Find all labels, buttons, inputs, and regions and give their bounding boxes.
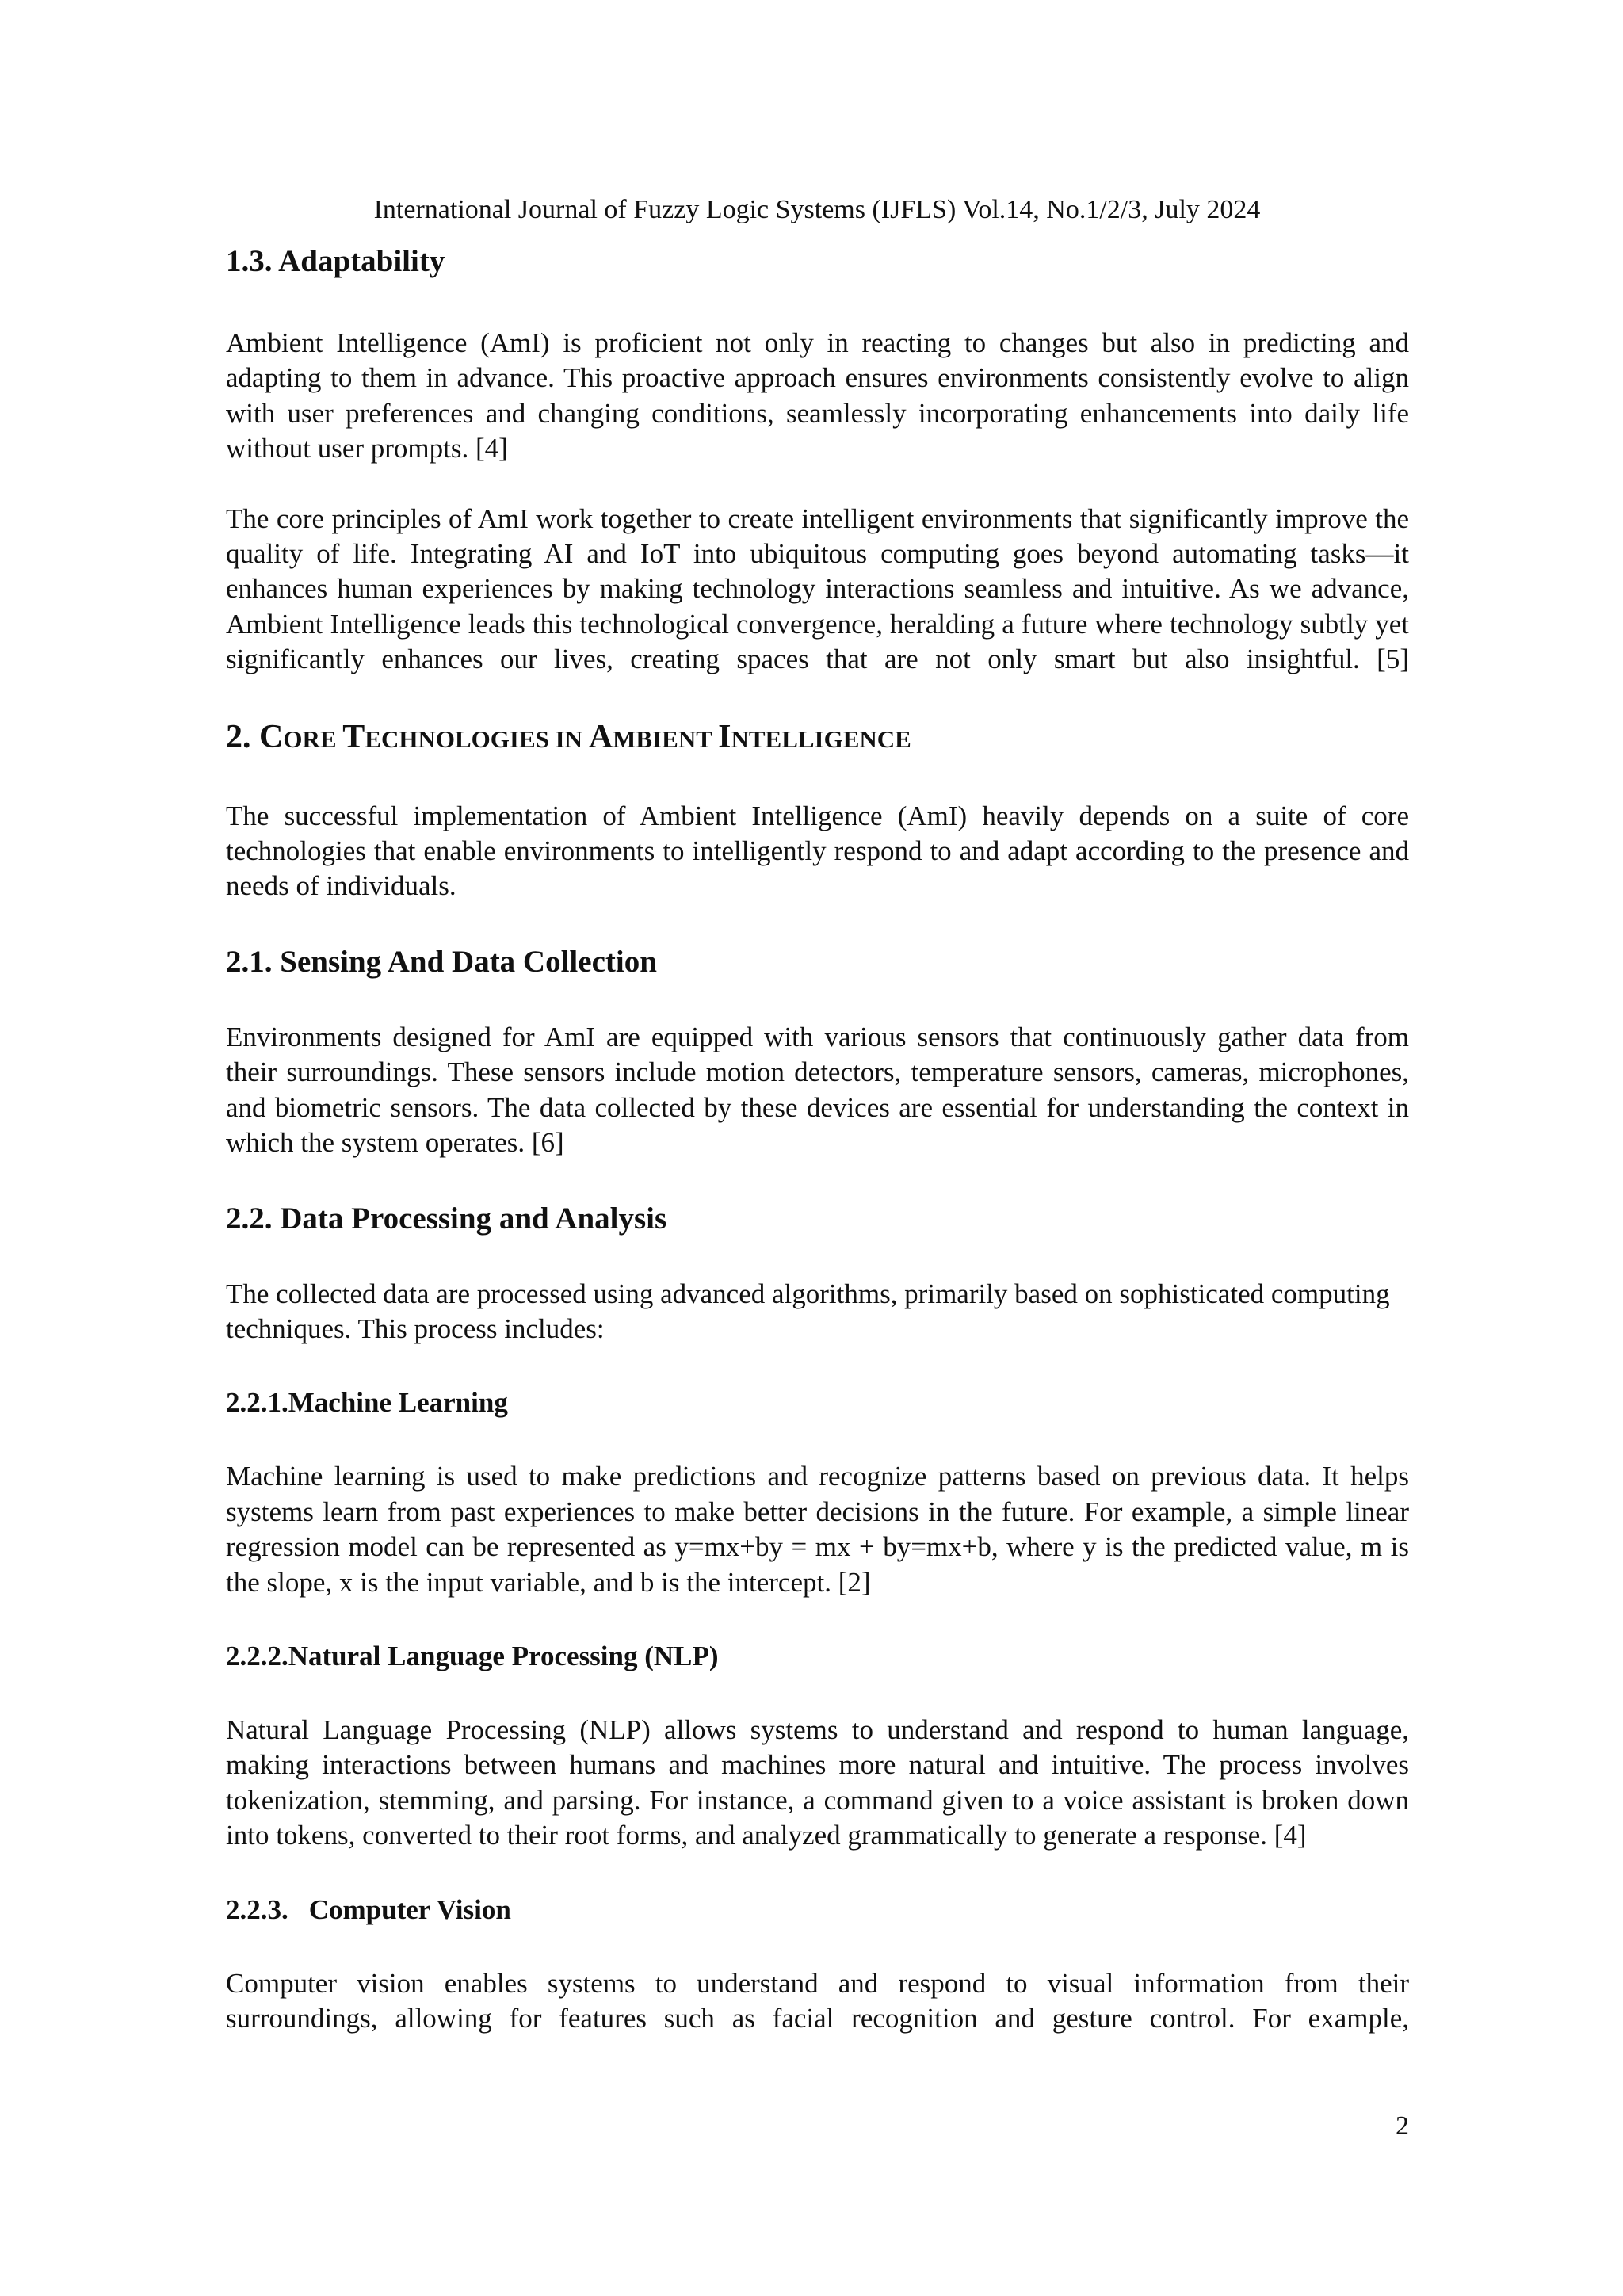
section-number: 2.2.1. [226, 1387, 288, 1419]
section-heading-2-2 [226, 1199, 1409, 1239]
section-heading-2-2-2 [226, 1638, 1409, 1675]
title-small-caps: ECHNOLOGIES IN [365, 724, 589, 753]
title-small-caps: ORE [283, 724, 343, 753]
title-small-caps: NTELLIGENCE [731, 724, 911, 753]
title-initial: A [588, 718, 613, 755]
section-title: Machine Learning [288, 1387, 508, 1419]
paragraph: The core principles of AmI work together to create intelligent environments that significantly improve the quality of life. Integrating AI and IoT into ubiquitous computing goes beyond automating tasks—it enhances human experiences by making technology interactions seamless and intuitive. As we advance, Ambient Intelligence leads this technological convergence, heralding a future where technology subtly yet significantly enhances our lives, creating spaces that are not only smart but also insightful. [5] [226, 502, 1409, 675]
section-number: 2. [226, 718, 251, 755]
section-heading-2-1 [226, 942, 1409, 982]
section-title: Data Processing and Analysis [280, 1201, 667, 1236]
section-title: Computer Vision [308, 1893, 511, 1925]
section-number: 1.3. [226, 244, 273, 278]
paragraph: The successful implementation of Ambient Intelligence (AmI) heavily depends on a suite of core technologies that enable environments to intelligently respond to and adapt according to the presence and needs of individuals. [226, 800, 1409, 902]
section-heading-2 [226, 716, 1409, 761]
paragraph: Computer vision enables systems to understand and respond to visual information from their surroundings, allowing for features such as facial recognition and gesture control. For example, [226, 1967, 1409, 2034]
page-number: 2 [1396, 2111, 1409, 2141]
section-heading-1-3 [226, 242, 1409, 281]
title-initial: I [718, 718, 731, 755]
paragraph: Environments designed for AmI are equipped with various sensors that continuously gather data from their surroundings. These sensors include motion detectors, temperature sensors, cameras, microphones, and biometric sensors. The data collected by these devices are essential for understanding the context in which the system operates. [6] [226, 1021, 1409, 1159]
section-title: Adaptability [278, 244, 445, 278]
paragraph: Ambient Intelligence (AmI) is proficient not only in reacting to changes but also in predicting and adapting to them in advance. This proactive approach ensures environments consistently evolve to align with user preferences and changing conditions, seamlessly incorporating enhancements into daily life without user prompts. [4] [226, 327, 1409, 464]
section-number: 2.2. [226, 1201, 273, 1236]
title-initial: T [342, 718, 365, 755]
paragraph: The collected data are processed using advanced algorithms, primarily based on sophisticated computing techniques. This process includes: [226, 1278, 1390, 1344]
section-number: 2.1. [226, 944, 273, 979]
title-initial: C [259, 718, 284, 755]
paragraph: Machine learning is used to make predictions and recognize patterns based on previous data. It helps systems learn from past experiences to make better decisions in the future. For example, a simple linear regression model can be represented as y=mx+by = mx + by=mx+b, where y is the predicted value, m is the slope, x is the input variable, and b is the intercept. [2] [226, 1461, 1409, 1598]
page-body [226, 242, 1409, 2036]
section-heading-2-2-3 [226, 1892, 1409, 1928]
section-number: 2.2.3. [226, 1893, 288, 1925]
section-title: Sensing And Data Collection [280, 944, 657, 979]
section-heading-2-2-1 [226, 1385, 1409, 1421]
section-title: Natural Language Processing (NLP) [288, 1640, 719, 1671]
running-header: International Journal of Fuzzy Logic Systems (IJFLS) Vol.14, No.1/2/3, July 2024 [373, 195, 1261, 224]
title-small-caps: MBIENT [613, 724, 719, 753]
paragraph: Natural Language Processing (NLP) allows systems to understand and respond to human language, making interactions between humans and machines more natural and intuitive. The process involves tokenization, stemming, and parsing. For instance, a command given to a voice assistant is broken down into tokens, converted to their root forms, and analyzed grammatically to generate a response. [4] [226, 1713, 1409, 1851]
section-number: 2.2.2. [226, 1640, 288, 1671]
